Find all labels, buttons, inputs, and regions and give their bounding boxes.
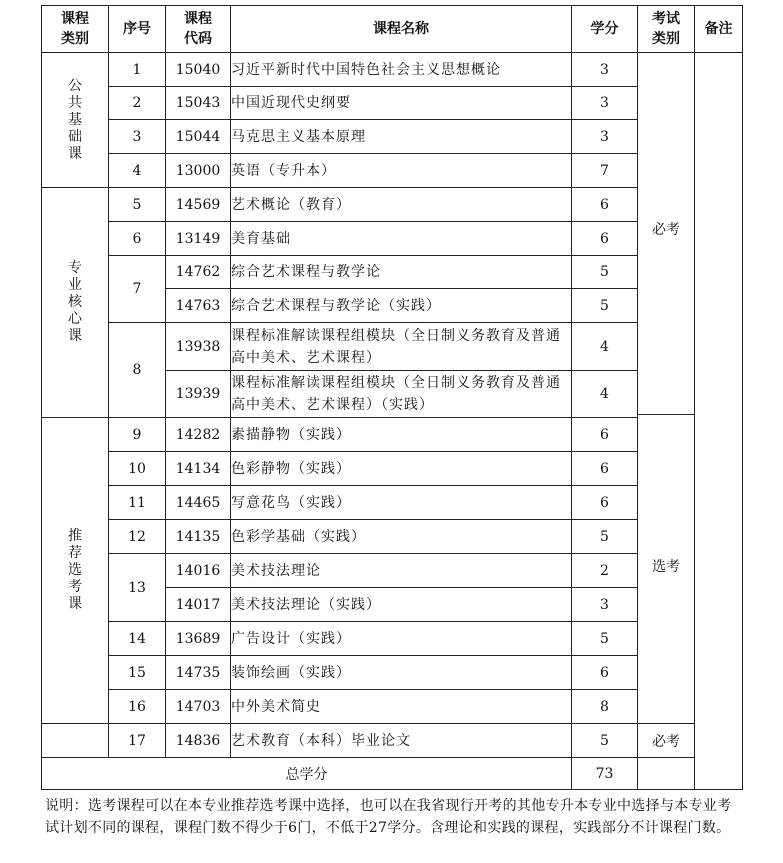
row-no: 14 — [109, 622, 166, 656]
table-row — [42, 53, 743, 87]
row-name: 美术技法理论（实践） — [231, 588, 572, 622]
row-no: 4 — [109, 154, 166, 188]
exam-type-optional-label: 选考 — [652, 559, 680, 575]
row-credit: 5 — [572, 289, 638, 323]
row-name: 美育基础 — [231, 222, 572, 256]
row-credit: 3 — [572, 87, 638, 120]
row-name: 广告设计（实践） — [231, 622, 572, 656]
row-code: 14135 — [166, 520, 231, 554]
row-name: 课程标准解读课程组模块（全日制义务教育及普通高中美术、艺术课程） — [231, 323, 572, 371]
row-no: 2 — [109, 87, 166, 120]
table-row — [42, 323, 743, 371]
row-code: 15044 — [166, 120, 231, 154]
exam-type-required-last: 必考 — [638, 724, 695, 758]
header-name: 课程名称 — [231, 6, 572, 53]
row-name: 素描静物（实践） — [231, 418, 572, 452]
row-credit: 3 — [572, 588, 638, 622]
row-no: 5 — [109, 188, 166, 222]
row-no: 17 — [109, 724, 166, 758]
exam-type-divider — [637, 414, 695, 415]
row-no: 12 — [109, 520, 166, 554]
exam-type-required — [638, 53, 695, 724]
row-no: 8 — [109, 323, 166, 418]
table-row — [42, 520, 743, 554]
row-name: 艺术概论（教育） — [231, 188, 572, 222]
row-credit: 6 — [572, 656, 638, 690]
row-credit: 3 — [572, 53, 638, 87]
row-code: 13000 — [166, 154, 231, 188]
row-credit: 5 — [572, 520, 638, 554]
header-no: 序号 — [109, 6, 166, 53]
row-code: 14569 — [166, 188, 231, 222]
row-credit: 2 — [572, 554, 638, 588]
row-code: 14017 — [166, 588, 231, 622]
row-code: 14703 — [166, 690, 231, 724]
remark-cell — [695, 53, 743, 790]
row-name: 美术技法理论 — [231, 554, 572, 588]
exam-type-required-label: 必考 — [652, 222, 680, 238]
row-name: 综合艺术课程与教学论 — [231, 256, 572, 289]
row-no: 9 — [109, 418, 166, 452]
footnote: 说明：选考课程可以在本专业推荐选考课中选择，也可以在我省现行开考的其他专升本专业中选择与本专业考试计划不同的课程，课程门数不得少于6门，不低于27学分。含理论和实践的课程，实践部分不计课程门数。 — [45, 798, 732, 836]
table-row — [42, 622, 743, 656]
table-row — [42, 188, 743, 222]
row-no: 7 — [109, 256, 166, 323]
row-name: 习近平新时代中国特色社会主义思想概论 — [231, 53, 572, 87]
row-no: 11 — [109, 486, 166, 520]
row-credit: 6 — [572, 486, 638, 520]
row-code: 14763 — [166, 289, 231, 323]
row-credit: 4 — [572, 323, 638, 371]
row-credit: 6 — [572, 418, 638, 452]
row-code: 15040 — [166, 53, 231, 87]
row-name: 马克思主义基本原理 — [231, 120, 572, 154]
table-row — [42, 724, 743, 758]
row-no: 3 — [109, 120, 166, 154]
row-code: 15043 — [166, 87, 231, 120]
category-core: 专业核心课 — [42, 188, 109, 418]
row-code: 14282 — [166, 418, 231, 452]
row-code: 14016 — [166, 554, 231, 588]
row-name: 课程标准解读课程组模块（全日制义务教育及普通高中美术、艺术课程）（实践） — [231, 371, 572, 418]
row-credit: 5 — [572, 724, 638, 758]
curriculum-table — [41, 5, 743, 790]
row-credit: 6 — [572, 452, 638, 486]
row-code: 13689 — [166, 622, 231, 656]
row-name: 英语（专升本） — [231, 154, 572, 188]
category-public: 公共基础课 — [42, 53, 109, 188]
table-row — [42, 486, 743, 520]
row-credit: 6 — [572, 188, 638, 222]
row-credit: 4 — [572, 371, 638, 418]
row-credit: 6 — [572, 222, 638, 256]
row-name: 综合艺术课程与教学论（实践） — [231, 289, 572, 323]
table-row — [42, 452, 743, 486]
category-thesis — [42, 724, 109, 758]
total-label: 总学分 — [42, 758, 572, 790]
row-no: 13 — [109, 554, 166, 622]
row-credit: 5 — [572, 256, 638, 289]
row-code: 13939 — [166, 371, 231, 418]
header-category: 课程类别 — [42, 6, 109, 53]
row-code: 14465 — [166, 486, 231, 520]
row-name: 装饰绘画（实践） — [231, 656, 572, 690]
row-code: 14134 — [166, 452, 231, 486]
total-value: 73 — [572, 758, 638, 790]
header-row — [42, 6, 743, 53]
row-code: 13938 — [166, 323, 231, 371]
row-credit: 3 — [572, 120, 638, 154]
row-no: 15 — [109, 656, 166, 690]
header-code: 课程代码 — [166, 6, 231, 53]
table-row — [42, 154, 743, 188]
table-row — [42, 120, 743, 154]
row-code: 14735 — [166, 656, 231, 690]
row-name: 中国近现代史纲要 — [231, 87, 572, 120]
total-exam-empty — [638, 758, 695, 790]
table-row — [42, 87, 743, 120]
table-row — [42, 418, 743, 452]
row-no: 6 — [109, 222, 166, 256]
row-name: 写意花鸟（实践） — [231, 486, 572, 520]
row-no: 1 — [109, 53, 166, 87]
total-row — [42, 758, 743, 790]
row-code: 14836 — [166, 724, 231, 758]
row-name: 色彩静物（实践） — [231, 452, 572, 486]
table-row — [42, 256, 743, 289]
row-name: 中外美术简史 — [231, 690, 572, 724]
row-name: 色彩学基础（实践） — [231, 520, 572, 554]
row-no: 10 — [109, 452, 166, 486]
row-credit: 8 — [572, 690, 638, 724]
header-exam-type: 考试类别 — [638, 6, 695, 53]
table-row — [42, 690, 743, 724]
row-credit: 7 — [572, 154, 638, 188]
row-code: 13149 — [166, 222, 231, 256]
row-credit: 5 — [572, 622, 638, 656]
row-code: 14762 — [166, 256, 231, 289]
category-elective: 推荐选考课 — [42, 418, 109, 724]
header-remark: 备注 — [695, 6, 743, 53]
row-name: 艺术教育（本科）毕业论文 — [231, 724, 572, 758]
table-row — [42, 656, 743, 690]
header-credit: 学分 — [572, 6, 638, 53]
row-no: 16 — [109, 690, 166, 724]
